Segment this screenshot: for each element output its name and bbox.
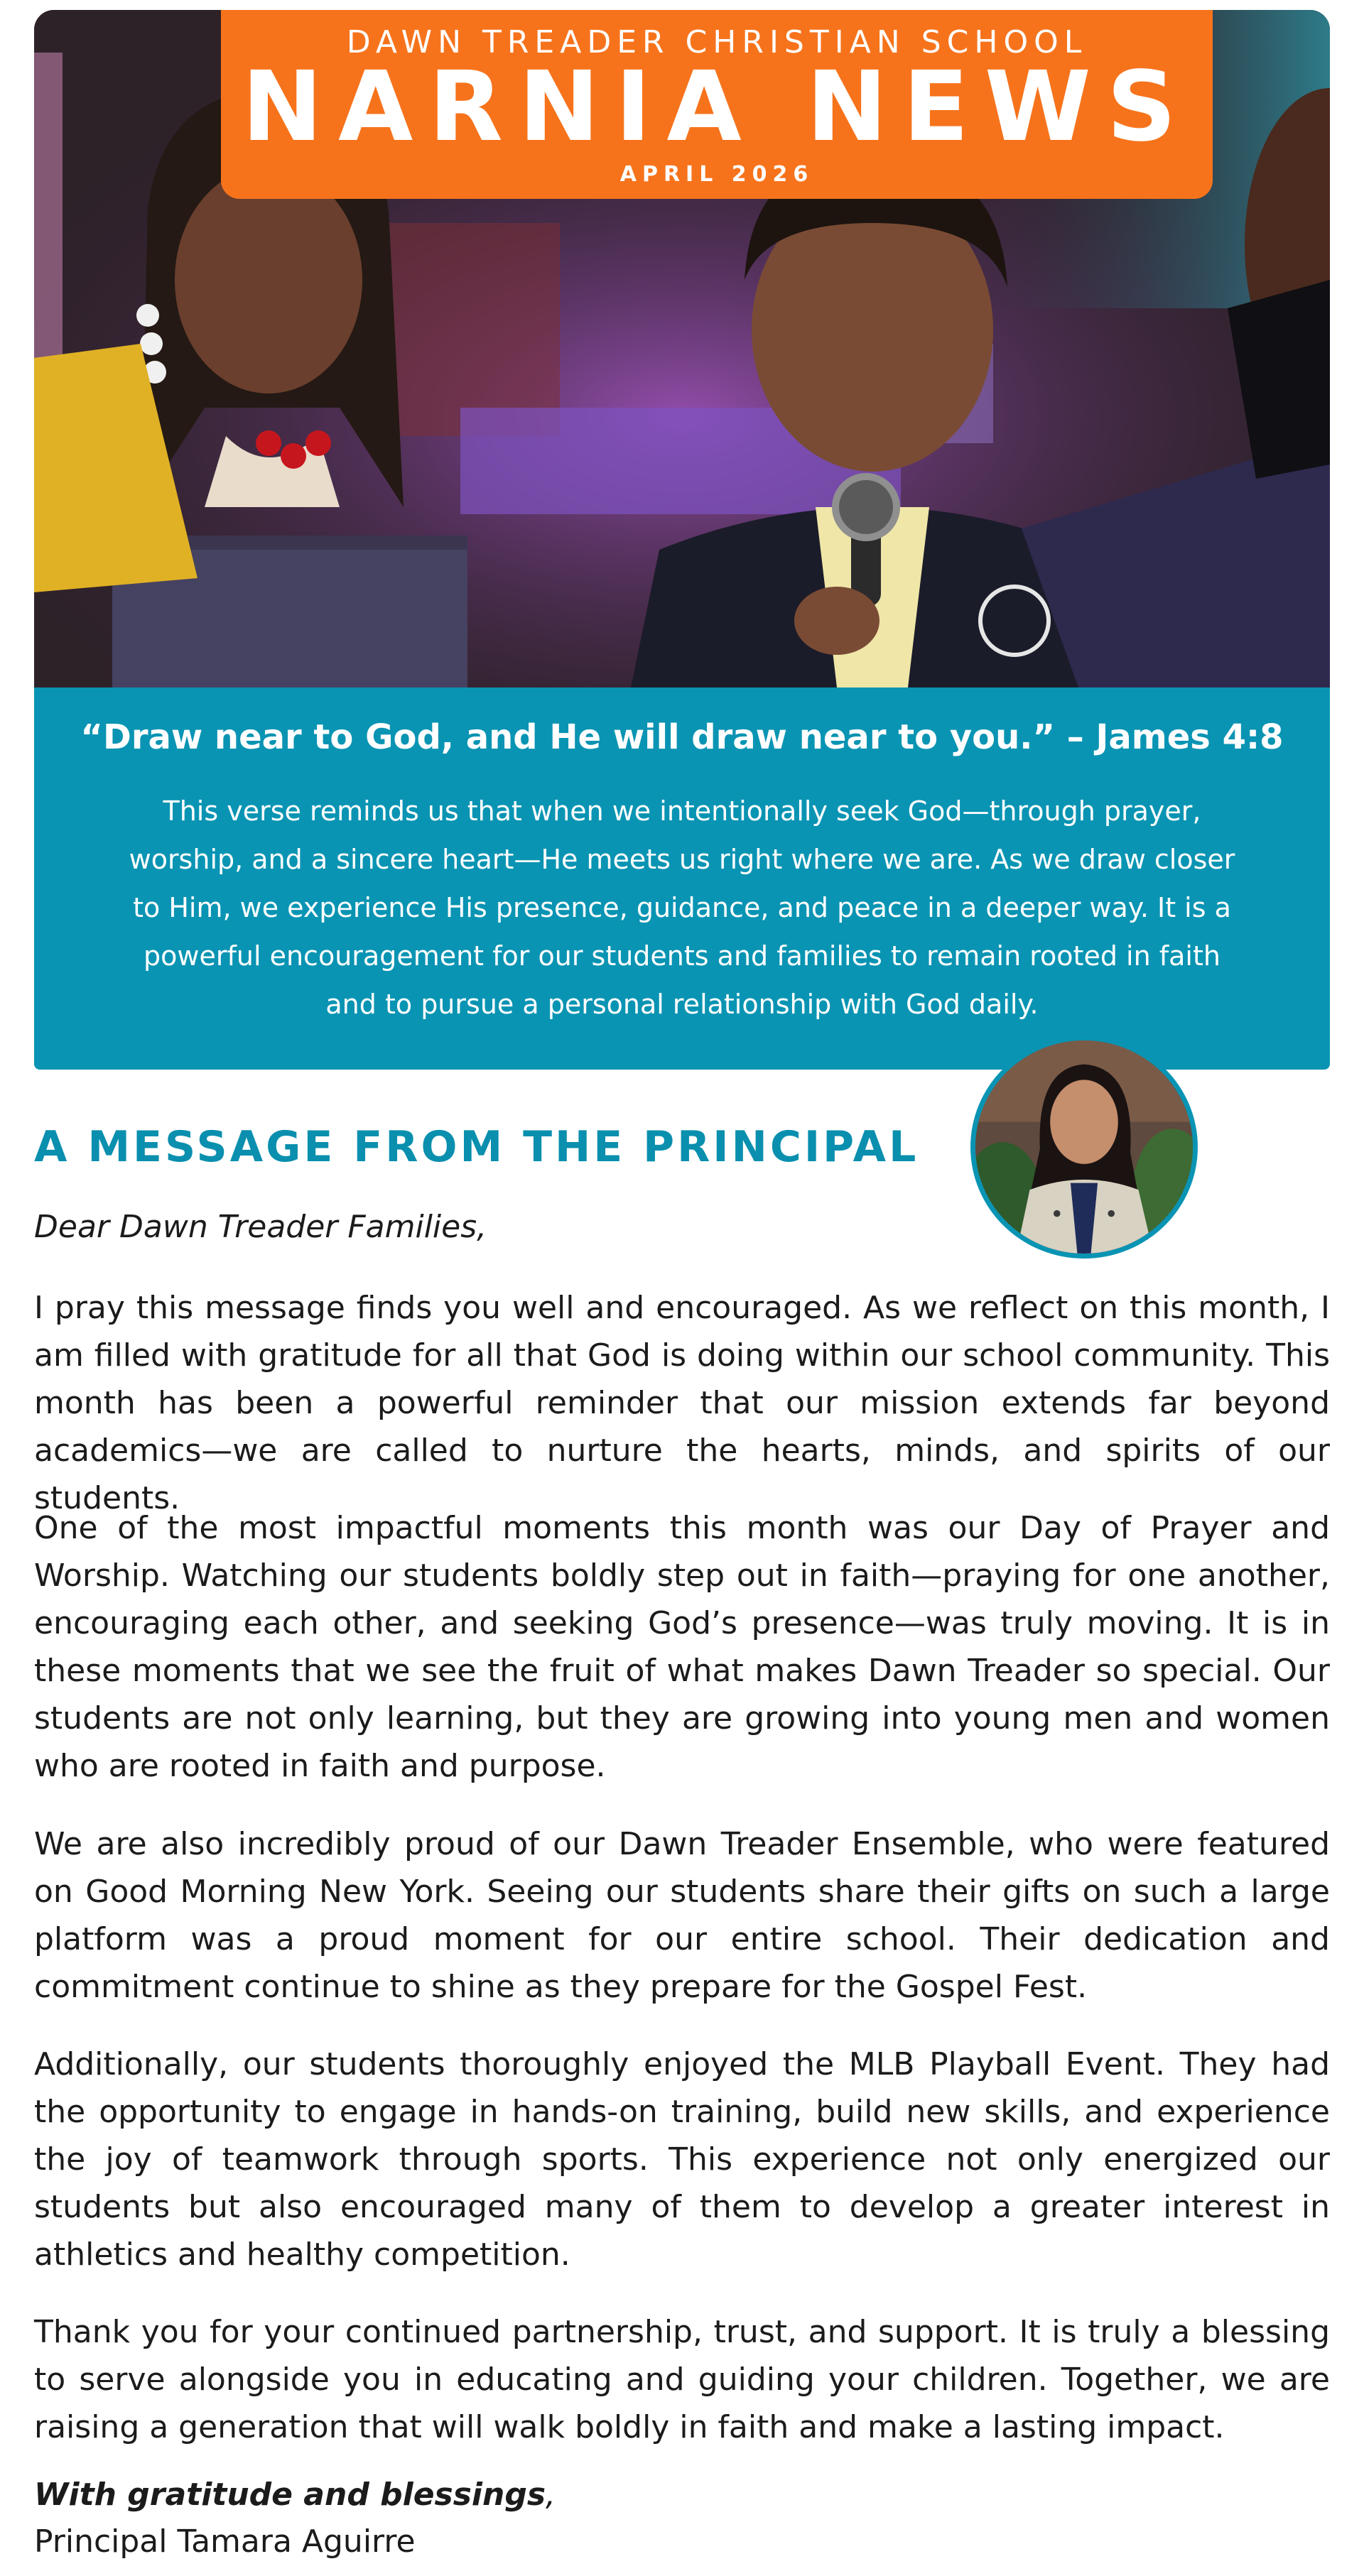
scripture-reflection: This verse reminds us that when we intentionally seek God—through prayer, worship, and a sincere heart—He meets us right where we are. As we draw closer to Him, we experience His presence, guidance, and peace in a deeper way. It is a powerful encouragement for our students and families to remain rooted in faith and to pursue a personal relationship with God daily. xyxy=(129,795,1235,1020)
letter-paragraph: I pray this message finds you well and encouraged. As we reflect on this month, I am filled with gratitude for all that God is doing within our school community. This month has been a powerful reminder that our mission extends far beyond academics—we are called to nurture the hearts, minds, and spirits of our students. xyxy=(34,1290,1330,1516)
newsletter-title: NARNIA NEWS xyxy=(242,51,1192,163)
principal-portrait-illustration xyxy=(975,1040,1193,1254)
hero-photo xyxy=(34,10,1330,688)
issue-date: APRIL 2026 xyxy=(619,162,814,187)
principal-photo xyxy=(970,1036,1198,1259)
closing-text: With gratitude and blessings xyxy=(34,2477,546,2513)
section-heading: A MESSAGE FROM THE PRINCIPAL xyxy=(34,1122,919,1172)
letter-salutation: Dear Dawn Treader Families, xyxy=(34,1209,487,1245)
letter-paragraph: Thank you for your continued partnership, trust, and support. It is truly a blessing to serve alongside you in educating and guiding your children. Together, we are raising a generation that will walk boldly in faith and make a lasting impact. xyxy=(34,2314,1330,2445)
school-name: DAWN TREADER CHRISTIAN SCHOOL xyxy=(346,24,1088,60)
closing-comma: , xyxy=(546,2477,556,2513)
masthead-banner xyxy=(221,10,1213,199)
scripture-banner xyxy=(34,688,1330,1070)
scripture-quote: “Draw near to God, and He will draw near to you.” – James 4:8 xyxy=(80,717,1284,757)
letter-closing xyxy=(34,2477,556,2513)
letter-paragraph: Additionally, our students thoroughly enjoyed the MLB Playball Event. They had the opportunity to engage in hands-on training, build new skills, and experience the joy of teamwork through sports. This experience not only energized our students but also encouraged many of them to develop a greater interest in athletics and healthy competition. xyxy=(34,2046,1330,2273)
letter-paragraph: We are also incredibly proud of our Dawn Treader Ensemble, who were featured on Good Morning New York. Seeing our students share their gifts on such a large platform was a proud moment for our entire school. Their dedication and commitment continue to shine as they prepare for the Gospel Fest. xyxy=(34,1826,1330,2005)
principal-signature: Principal Tamara Aguirre xyxy=(34,2523,416,2560)
letter-paragraph: One of the most impactful moments this month was our Day of Prayer and Worship. Watching our students boldly step out in faith—praying for one another, encouraging each other, and seeking God’s presence—was truly moving. It is in these moments that we see the fruit of what makes Dawn Treader so special. Our students are not only learning, but they are growing into young men and women who are rooted in faith and purpose. xyxy=(34,1510,1330,1784)
